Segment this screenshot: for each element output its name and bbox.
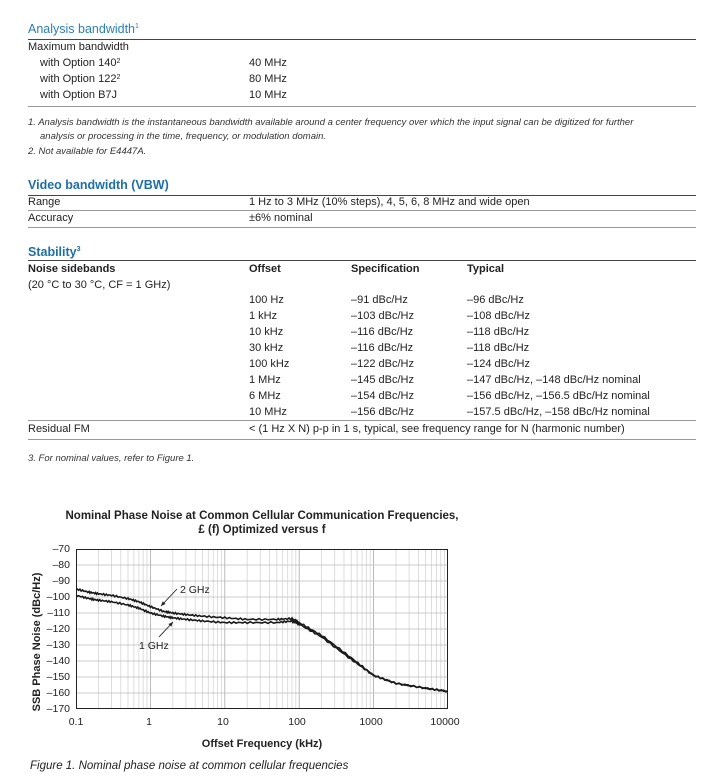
y-tick-label: –120 bbox=[46, 623, 70, 635]
x-tick-label: 10 bbox=[217, 716, 229, 728]
row-offset: 1 kHz bbox=[249, 310, 278, 322]
x-tick-label: 1000 bbox=[359, 716, 383, 728]
residual-fm-value: < (1 Hz X N) p-p in 1 s, typical, see frequency range for N (harmonic number) bbox=[249, 423, 625, 435]
row-spec: –145 dBc/Hz bbox=[351, 374, 414, 386]
chart-title-line1: Nominal Phase Noise at Common Cellular Communication Frequencies, bbox=[65, 510, 459, 522]
stability-heading: Stability$^3$ bbox=[28, 245, 81, 259]
y-tick-label: –170 bbox=[46, 703, 70, 715]
vbw-bottom-rule bbox=[28, 227, 696, 228]
row-offset: 100 Hz bbox=[249, 294, 284, 306]
annotation-1ghz: 1 GHz bbox=[139, 640, 169, 652]
row-typical: –96 dBc/Hz bbox=[467, 294, 524, 306]
grid bbox=[76, 549, 448, 709]
option-140-label: with Option $140^2$ bbox=[40, 57, 121, 69]
noise-sidebands-label: Noise sidebands bbox=[28, 263, 116, 275]
option-140-value: 40 MHz bbox=[249, 57, 287, 69]
x-tick-label: 0.1 bbox=[68, 716, 84, 728]
row-spec: –116 dBc/Hz bbox=[351, 326, 414, 338]
stability-heading-rule bbox=[28, 260, 696, 261]
analysis-heading-rule bbox=[28, 39, 696, 40]
max-bandwidth-label: Maximum bandwidth bbox=[28, 41, 129, 53]
x-axis-label: Offset Frequency (kHz) bbox=[201, 738, 323, 750]
row-offset: 30 kHz bbox=[249, 342, 284, 354]
chart-title-line2: £ (f) Optimized versus f bbox=[198, 524, 326, 536]
row-spec: –116 dBc/Hz bbox=[351, 342, 414, 354]
analysis-bottom-rule bbox=[28, 106, 696, 107]
row-spec: –156 dBc/Hz bbox=[351, 406, 414, 418]
y-tick-label: –90 bbox=[52, 575, 70, 587]
row-typical: –118 dBc/Hz bbox=[467, 342, 530, 354]
vbw-range-value: 1 Hz to 3 MHz (10% steps), 4, 5, 6, 8 MHz and wide open bbox=[249, 196, 530, 208]
y-axis-label: SSB Phase Noise (dBc/Hz) bbox=[31, 572, 43, 712]
series-group bbox=[76, 589, 448, 692]
row-spec: –103 dBc/Hz bbox=[351, 310, 414, 322]
row-offset: 1 MHz bbox=[249, 374, 281, 386]
row-typical: –118 dBc/Hz bbox=[467, 326, 530, 338]
option-122-label: with Option $122^2$ bbox=[40, 73, 121, 85]
col-spec-header: Specification bbox=[351, 263, 420, 275]
noise-sidebands-conditions: (20 °C to 30 °C, CF = 1 GHz) bbox=[28, 279, 171, 291]
y-tick-label: –160 bbox=[46, 687, 70, 699]
vbw-heading: Video bandwidth (VBW) bbox=[28, 178, 169, 192]
series-line-2ghz bbox=[76, 589, 448, 692]
row-typical: –124 dBc/Hz bbox=[467, 358, 530, 370]
row-offset: 6 MHz bbox=[249, 390, 281, 402]
annotation-2ghz: 2 GHz bbox=[180, 584, 210, 596]
phase-noise-plot bbox=[76, 549, 448, 709]
y-tick-label: –140 bbox=[46, 655, 70, 667]
x-tick-label: 100 bbox=[288, 716, 306, 728]
y-tick-label: –80 bbox=[52, 559, 70, 571]
y-tick-label: –100 bbox=[46, 591, 70, 603]
noise-bottom-rule bbox=[28, 420, 696, 421]
row-typical: –156 dBc/Hz, –156.5 dBc/Hz nominal bbox=[467, 390, 650, 402]
vbw-range-label: Range bbox=[28, 196, 61, 208]
option-b7j-label: with Option B7J bbox=[40, 89, 118, 101]
option-b7j-value: 10 MHz bbox=[249, 89, 287, 101]
vbw-accuracy-label: Accuracy bbox=[28, 212, 74, 224]
option-122-value: 80 MHz bbox=[249, 73, 287, 85]
row-typical: –108 dBc/Hz bbox=[467, 310, 530, 322]
row-spec: –154 dBc/Hz bbox=[351, 390, 414, 402]
row-typical: –157.5 dBc/Hz, –158 dBc/Hz nominal bbox=[467, 406, 650, 418]
footnote-1-cont: analysis or processing in the time, frequency, or modulation domain. bbox=[40, 131, 327, 142]
row-spec: –122 dBc/Hz bbox=[351, 358, 414, 370]
residual-fm-label: Residual FM bbox=[28, 423, 90, 435]
row-offset: 100 kHz bbox=[249, 358, 290, 370]
y-tick-label: –70 bbox=[52, 543, 70, 555]
y-tick-label: –130 bbox=[46, 639, 70, 651]
footnote-1: 1. Analysis bandwidth is the instantaneous bandwidth available around a center frequency over which the input signal can be digitized for further bbox=[28, 117, 634, 128]
row-offset: 10 kHz bbox=[249, 326, 284, 338]
y-tick-label: –110 bbox=[47, 607, 70, 619]
x-tick-label: 1 bbox=[146, 716, 152, 728]
row-typical: –147 dBc/Hz, –148 dBc/Hz nominal bbox=[467, 374, 641, 386]
figure-caption: Figure 1. Nominal phase noise at common cellular frequencies bbox=[30, 760, 349, 772]
footnote-2: 2. Not available for E4447A. bbox=[28, 146, 147, 157]
vbw-accuracy-value: ±6% nominal bbox=[249, 212, 313, 224]
x-tick-label: 10000 bbox=[430, 716, 460, 728]
footnote-3: 3. For nominal values, refer to Figure 1. bbox=[28, 453, 195, 464]
vbw-mid-rule bbox=[28, 210, 696, 211]
analysis-bandwidth-heading: Analysis bandwidth$^1$ bbox=[28, 22, 139, 36]
y-tick-label: –150 bbox=[46, 671, 70, 683]
col-typical-header: Typical bbox=[467, 263, 505, 275]
col-offset-header: Offset bbox=[249, 263, 281, 275]
row-offset: 10 MHz bbox=[249, 406, 287, 418]
stability-bottom-rule bbox=[28, 439, 696, 440]
row-spec: –91 dBc/Hz bbox=[351, 294, 408, 306]
